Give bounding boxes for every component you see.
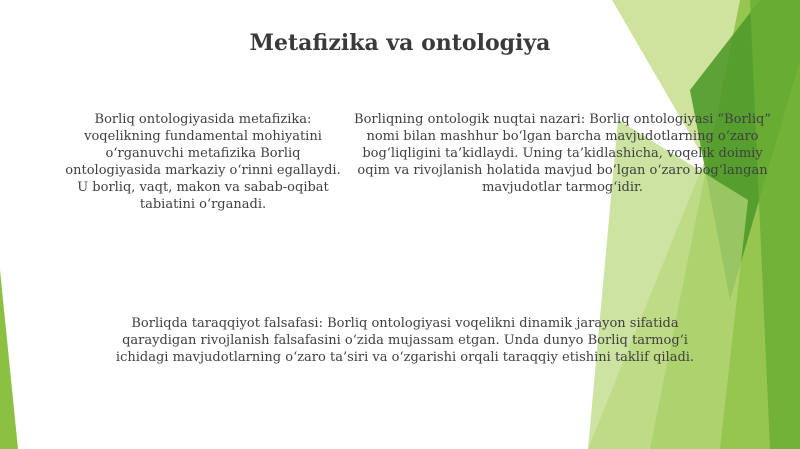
left-paragraph: Borliq ontologiyasida metafizika: voqelikning fundamental mohiyatini o‘rganuvchi metafizika Borliq ontologiyasida markaziy o‘rinni egallaydi. U borliq, vaqt, makon va sabab-oqibat tabiatini o‘rganadi. [65, 112, 341, 212]
bottom-paragraph: Borliqda taraqqiyot falsafasi: Borliq ontologiyasi voqelikni dinamik jarayon sifatida qaraydigan rivojlanish falsafasini o‘zida mujassam etgan. Unda dunyo Borliq tarmog‘i ichidagi mavjudotlarning o‘zaro ta’siri va o‘zgarishi orqali taraqqiy etishini taklif qiladi. [115, 316, 695, 365]
slide-title: Metafizika va ontologiya [249, 30, 551, 56]
left-edge-accent [0, 270, 18, 449]
right-paragraph: Borliqning ontologik nuqtai nazari: Borliq ontologiyasi “Borliq” nomi bilan mashhur bo‘lgan barcha mavjudotlarning o‘zaro bog‘liqligini ta’kidlaydi. Uning ta’kidlashicha, voqelik doimiy oqim va rivojlanish holatida mavjud bo‘lgan o‘zaro bog‘langan mavjudotlar tarmog‘idir. [354, 112, 771, 195]
